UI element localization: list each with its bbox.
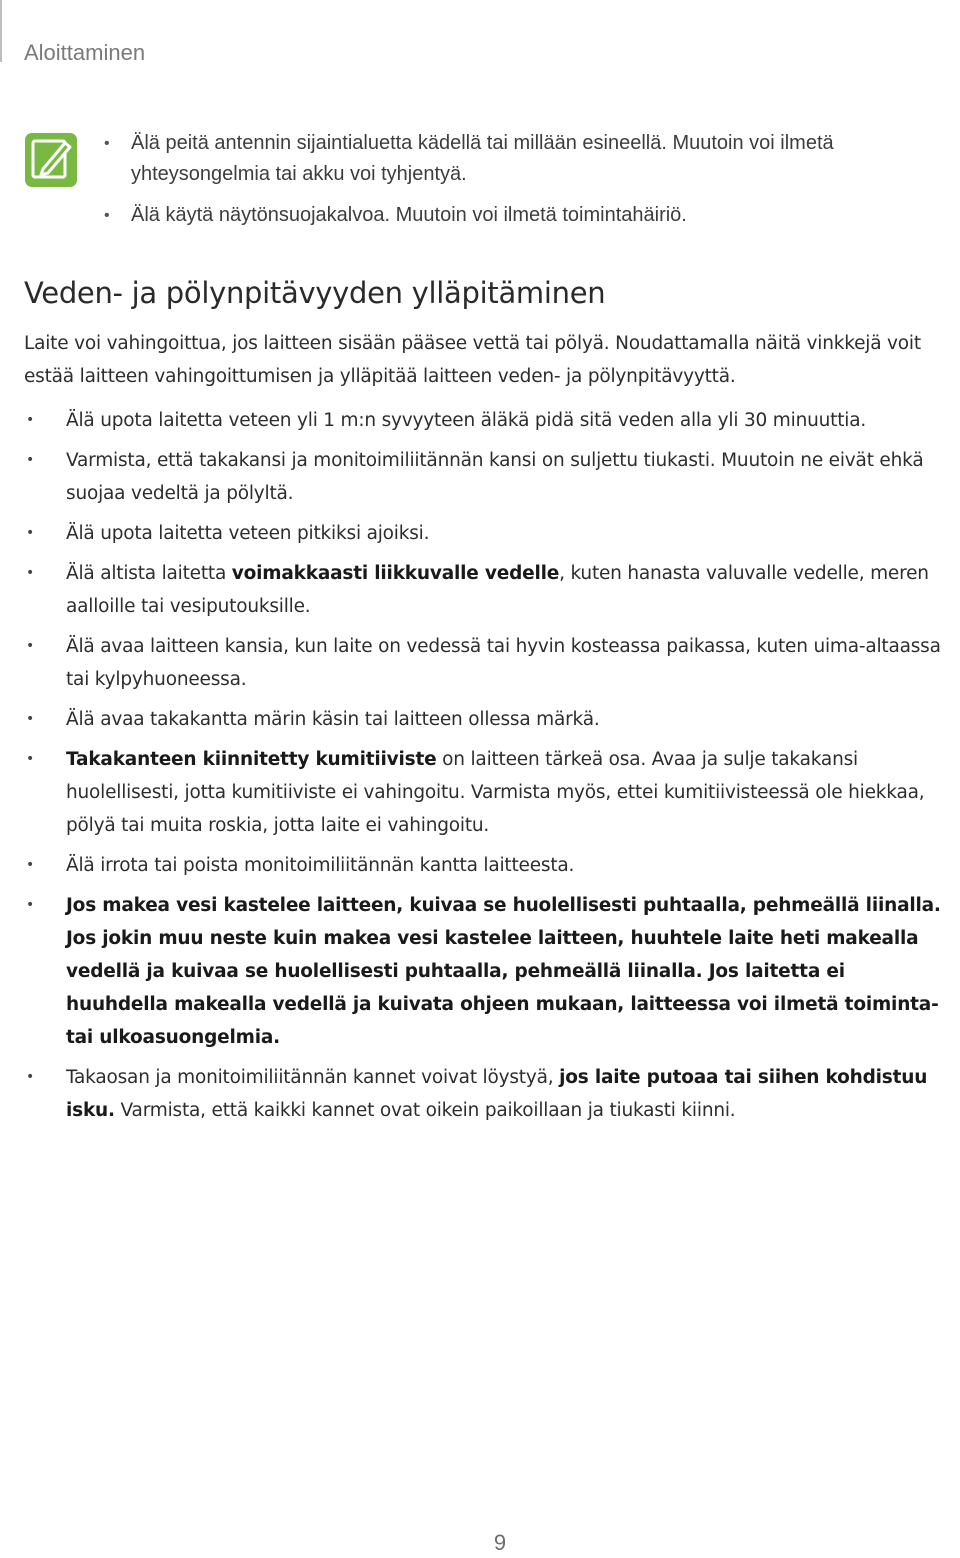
bullet-icon: • xyxy=(26,525,35,541)
tip-bold-text: Takakanteen kiinnitetty kumitiiviste xyxy=(66,749,437,770)
tip-item xyxy=(24,444,944,510)
tip-item xyxy=(24,743,944,842)
tip-item xyxy=(24,630,944,696)
tip-text: on laitteen tärkeä osa. Avaa ja sulje takakansi huolellisesti, jotta kumitiiviste ei vahingoitu. Varmista myös, ettei kumitiivisteessä ole hiekkaa, pölyä tai muita roskia, jotta laite ei vahingoitu. xyxy=(66,749,925,836)
note-item-text: Älä käytä näytönsuojakalvoa. Muutoin voi ilmetä toimintahäiriö. xyxy=(131,204,687,226)
bullet-icon: • xyxy=(104,207,110,224)
tip-bold-text: jos laite putoaa tai siihen kohdistuu isku. xyxy=(66,1067,928,1121)
bullet-icon: • xyxy=(26,1069,35,1085)
section-label: Aloittaminen xyxy=(24,40,146,65)
tip-item xyxy=(24,517,944,550)
note-item xyxy=(96,128,936,190)
bullet-icon: • xyxy=(26,638,35,654)
tip-text: Takaosan ja monitoimiliitännän kannet voivat löystyä, xyxy=(66,1067,560,1088)
section-heading: Veden- ja pölynpitävyyden ylläpitäminen xyxy=(24,276,606,310)
bullet-icon: • xyxy=(104,135,110,152)
tip-bold-text: Jos makea vesi kastelee laitteen, kuivaa se huolellisesti puhtaalla, pehmeällä liinalla. Jos jokin muu neste kuin makea vesi kastelee laitteen, huuhtele laite heti makealla vedellä ja kuivaa se huolellisesti puhtaalla, pehmeällä liinalla. Jos laitetta ei huuhdella makealla vedellä ja kuivata ohjeen mukaan, laitteessa voi ilmetä toiminta- tai ulkoasuongelmia. xyxy=(66,895,941,1048)
bullet-icon: • xyxy=(26,751,35,767)
tip-text: Älä irrota tai poista monitoimiliitännän kantta laitteesta. xyxy=(66,855,575,876)
bullet-icon: • xyxy=(26,897,35,913)
bullet-icon: • xyxy=(26,857,35,873)
bullet-icon: • xyxy=(26,452,35,468)
tip-text: Älä upota laitetta veteen yli 1 m:n syvyyteen äläkä pidä sitä veden alla yli 30 minuuttia. xyxy=(66,410,867,431)
page-number: 9 xyxy=(493,1530,507,1555)
bullet-icon: • xyxy=(26,565,35,581)
bullet-icon: • xyxy=(26,711,35,727)
note-pencil-icon xyxy=(25,133,77,187)
tip-text: Älä avaa laitteen kansia, kun laite on vedessä tai hyvin kosteassa paikassa, kuten uima-altaassa tai kylpyhuoneessa. xyxy=(66,636,941,690)
tip-text: Älä upota laitetta veteen pitkiksi ajoiksi. xyxy=(66,523,430,544)
tip-item xyxy=(24,889,944,1054)
tip-text: Älä altista laitetta xyxy=(66,563,232,584)
section-intro: Laite voi vahingoittua, jos laitteen sisään pääsee vettä tai pölyä. Noudattamalla näitä vinkkejä voit estää laitteen vahingoittumisen ja ylläpitää laitteen veden- ja pölynpitävyyttä. xyxy=(24,333,921,387)
tip-bold-text: voimakkaasti liikkuvalle vedelle xyxy=(231,563,560,584)
tip-item xyxy=(24,849,944,882)
note-list xyxy=(96,128,936,241)
bullet-icon: • xyxy=(26,412,35,428)
tip-text: Varmista, että kaikki kannet ovat oikein paikoillaan ja tiukasti kiinni. xyxy=(114,1100,736,1121)
header-rule xyxy=(0,0,2,62)
tip-item xyxy=(24,703,944,736)
tip-item xyxy=(24,1061,944,1127)
note-item xyxy=(96,200,936,231)
tip-text: , kuten hanasta valuvalle vedelle, meren aalloille tai vesiputouksille. xyxy=(66,563,929,617)
note-item-text: Älä peitä antennin sijaintialuetta kädellä tai millään esineellä. Muutoin voi ilmetä yhteysongelmia tai akku voi tyhjentyä. xyxy=(131,132,834,185)
tip-text: Älä avaa takakantta märin käsin tai laitteen ollessa märkä. xyxy=(66,709,600,730)
tips-list xyxy=(24,404,944,1134)
tip-text: Varmista, että takakansi ja monitoimiliitännän kansi on suljettu tiukasti. Muutoin ne eivät ehkä suojaa vedeltä ja pölyltä. xyxy=(66,450,924,504)
tip-item xyxy=(24,557,944,623)
tip-item xyxy=(24,404,944,437)
